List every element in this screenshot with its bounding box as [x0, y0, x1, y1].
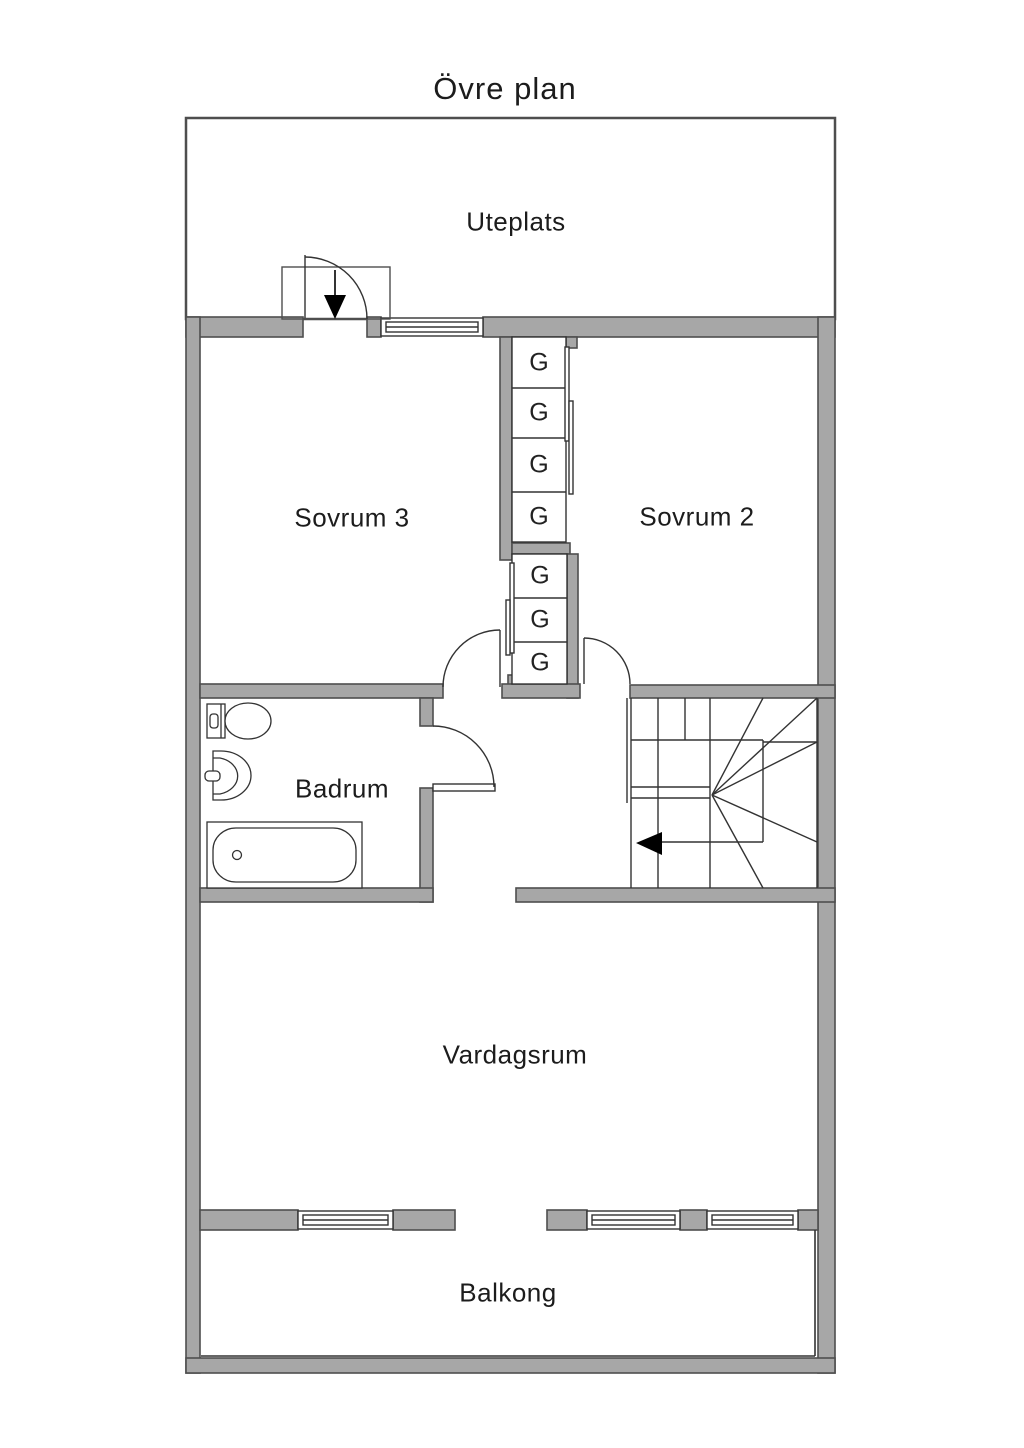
wall-balcony-2: [393, 1210, 455, 1230]
room-label-sovrum3: Sovrum 3: [294, 502, 410, 533]
closet-label: G: [530, 605, 550, 634]
wall-closet-left: [500, 337, 512, 560]
wall-top-right: [483, 317, 835, 337]
wall-balcony-3: [547, 1210, 587, 1230]
wall-sovrum3-badrum: [200, 684, 443, 698]
wall-balcony-1: [200, 1210, 298, 1230]
wall-badrum-right: [420, 788, 433, 902]
door-sovrum3: [443, 630, 500, 687]
staircase: [627, 698, 817, 888]
page-title: Övre plan: [433, 71, 577, 106]
wall-right-outer: [818, 317, 835, 1373]
toilet-icon: [207, 703, 271, 739]
sliding-door: [569, 401, 573, 494]
window-balcony-right: [707, 1211, 798, 1229]
sliding-door: [506, 600, 510, 655]
room-label-uteplats: Uteplats: [466, 206, 566, 237]
closet-label: G: [530, 561, 550, 590]
wall-stairs-top: [630, 685, 835, 698]
closet-label: G: [530, 648, 550, 677]
wall-balcony-4: [680, 1210, 707, 1230]
room-label-badrum: Badrum: [294, 773, 390, 804]
closet-label: G: [529, 450, 549, 479]
wall-left-outer: [186, 317, 200, 1373]
bathtub-icon: [207, 822, 362, 888]
window-balcony-left: [298, 1211, 393, 1229]
room-label-vardagsrum: Vardagsrum: [442, 1039, 588, 1070]
closet-label: G: [529, 398, 549, 427]
wall-top-left: [186, 317, 303, 337]
closet-label: G: [529, 502, 549, 531]
room-label-balkong: Balkong: [459, 1277, 557, 1308]
sink-icon: [205, 751, 251, 800]
wall-closet-mid: [512, 543, 570, 554]
wall-top-mid: [367, 317, 381, 337]
window-balcony-mid: [587, 1211, 680, 1229]
wall-closet-bottom: [502, 684, 580, 698]
wall-stairs-bottom: [516, 888, 835, 902]
wall-badrum-bottom: [200, 888, 433, 902]
wall-closet-right: [567, 554, 578, 698]
stair-arrow-icon: [636, 832, 662, 855]
room-label-sovrum2: Sovrum 2: [639, 501, 755, 532]
window-top: [381, 318, 483, 336]
door-badrum: [433, 726, 495, 791]
door-sovrum2: [584, 638, 630, 684]
closet-label: G: [529, 348, 549, 377]
wall-bottom-outer: [186, 1358, 835, 1373]
wall-balcony-5: [798, 1210, 818, 1230]
wall-badrum-stub: [420, 698, 433, 726]
